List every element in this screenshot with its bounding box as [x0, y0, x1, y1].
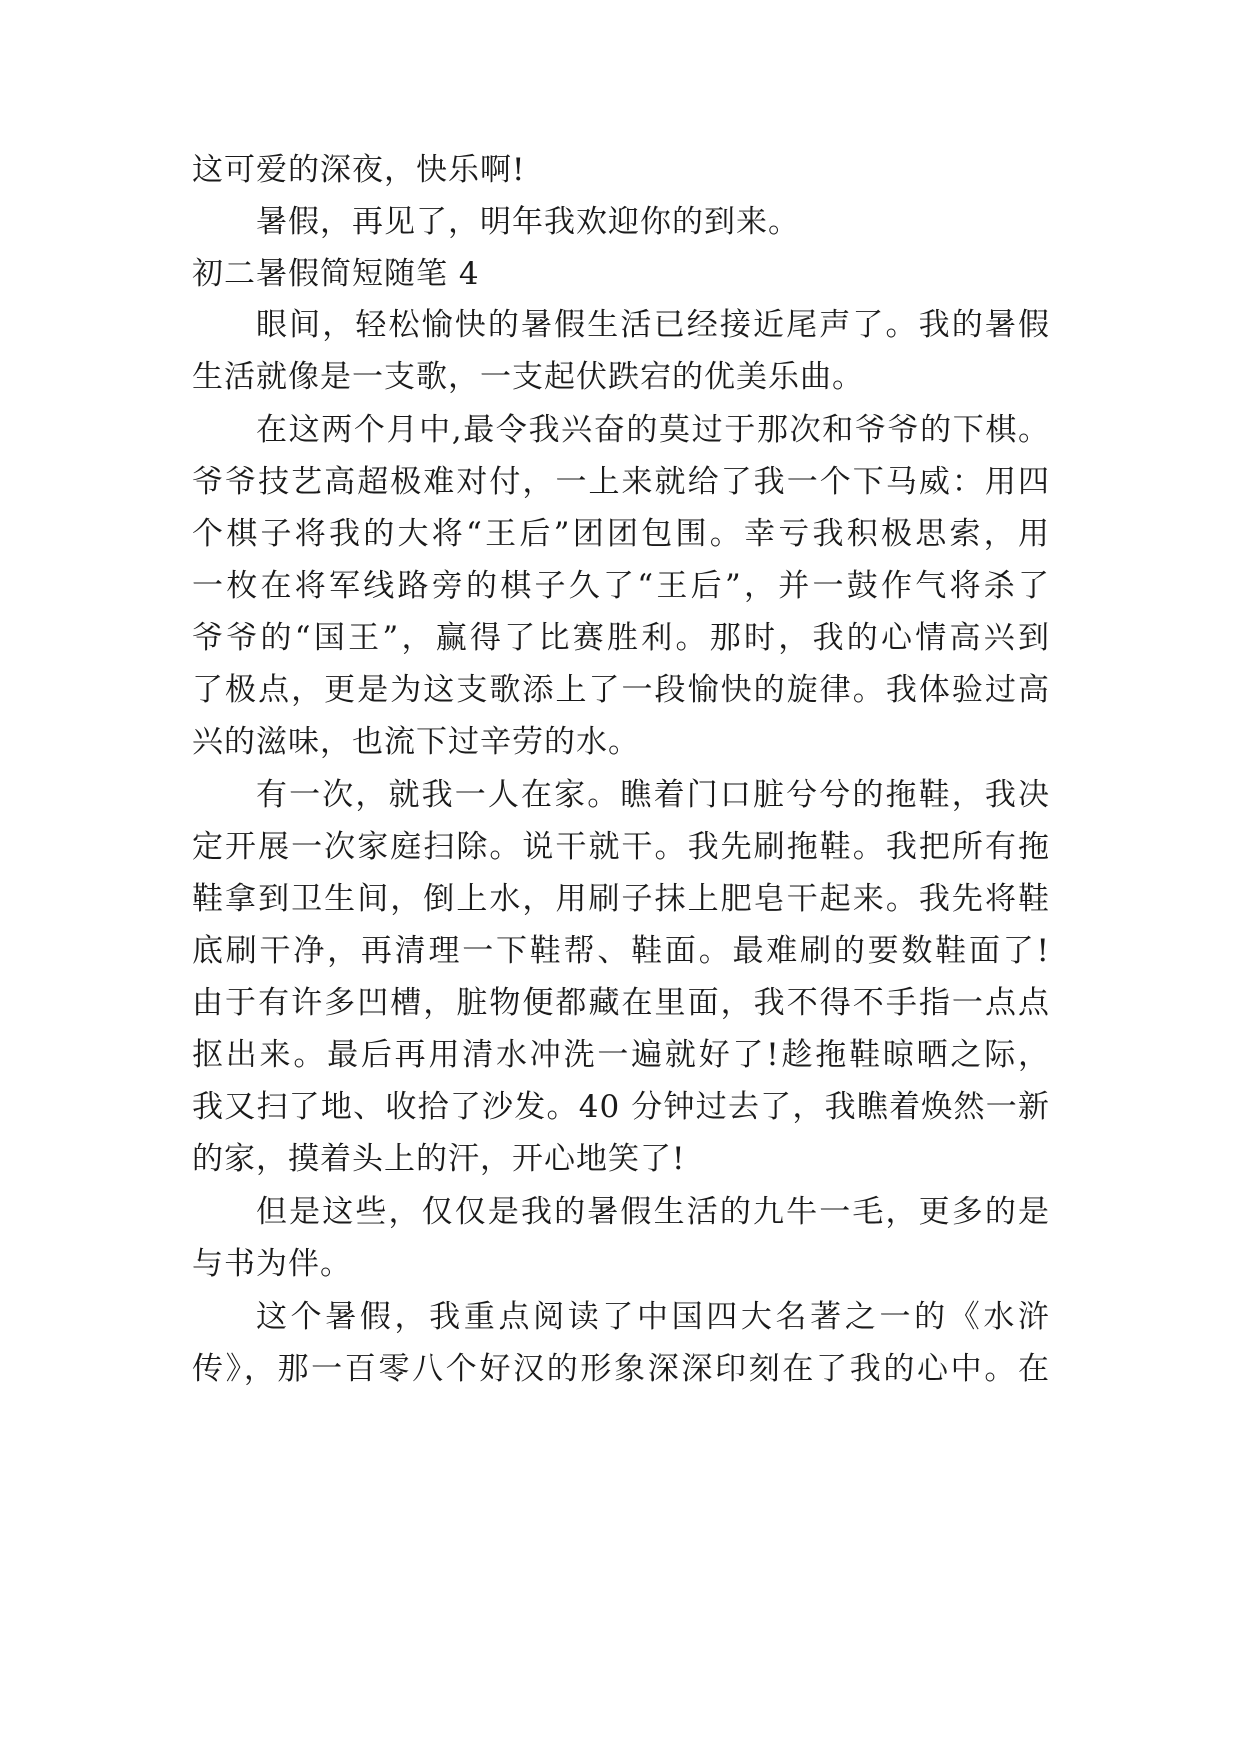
- text-line: 我又扫了地、收拾了沙发。40 分钟过去了，我瞧着焕然一新: [192, 1089, 1050, 1125]
- text-line: 传》，那一百零八个好汉的形象深深印刻在了我的心中。在: [192, 1351, 1050, 1387]
- text-line: 一枚在将军线路旁的棋子久了“王后”，并一鼓作气将杀了: [192, 568, 1050, 604]
- text-line: 眼间，轻松愉快的暑假生活已经接近尾声了。我的暑假: [256, 307, 1050, 343]
- section-heading: 初二暑假简短随笔 4: [192, 256, 480, 292]
- text-line: 这个暑假，我重点阅读了中国四大名著之一的《水浒: [256, 1299, 1050, 1335]
- text-line: 暑假，再见了，明年我欢迎你的到来。: [256, 204, 800, 240]
- text-line: 鞋拿到卫生间，倒上水，用刷子抹上肥皂干起来。我先将鞋: [192, 881, 1050, 917]
- text-line: 但是这些，仅仅是我的暑假生活的九牛一毛，更多的是: [256, 1194, 1050, 1230]
- text-line: 抠出来。最后再用清水冲洗一遍就好了!趁拖鞋晾晒之际，: [192, 1037, 1050, 1073]
- text-line: 底刷干净，再清理一下鞋帮、鞋面。最难刷的要数鞋面了!: [192, 933, 1050, 969]
- text-line: 爷爷技艺高超极难对付，一上来就给了我一个下马威：用四: [192, 464, 1050, 500]
- text-line: 与书为伴。: [192, 1246, 352, 1282]
- text-line: 有一次，就我一人在家。瞧着门口脏兮兮的拖鞋，我决: [256, 777, 1050, 813]
- text-line: 个棋子将我的大将“王后”团团包围。幸亏我积极思索，用: [192, 516, 1050, 552]
- text-line: 由于有许多凹槽，脏物便都藏在里面，我不得不手指一点点: [192, 985, 1050, 1021]
- text-line: 的家，摸着头上的汗，开心地笑了!: [192, 1141, 686, 1177]
- text-line: 定开展一次家庭扫除。说干就干。我先刷拖鞋。我把所有拖: [192, 829, 1050, 865]
- text-line: 爷爷的“国王”，赢得了比赛胜利。那时，我的心情高兴到: [192, 620, 1050, 656]
- text-line: 这可爱的深夜，快乐啊!: [192, 152, 526, 188]
- text-line: 了极点，更是为这支歌添上了一段愉快的旋律。我体验过高: [192, 672, 1050, 708]
- text-line: 在这两个月中,最令我兴奋的莫过于那次和爷爷的下棋。: [256, 412, 1050, 448]
- text-line: 兴的滋味，也流下过辛劳的水。: [192, 724, 640, 760]
- text-line: 生活就像是一支歌，一支起伏跌宕的优美乐曲。: [192, 359, 864, 395]
